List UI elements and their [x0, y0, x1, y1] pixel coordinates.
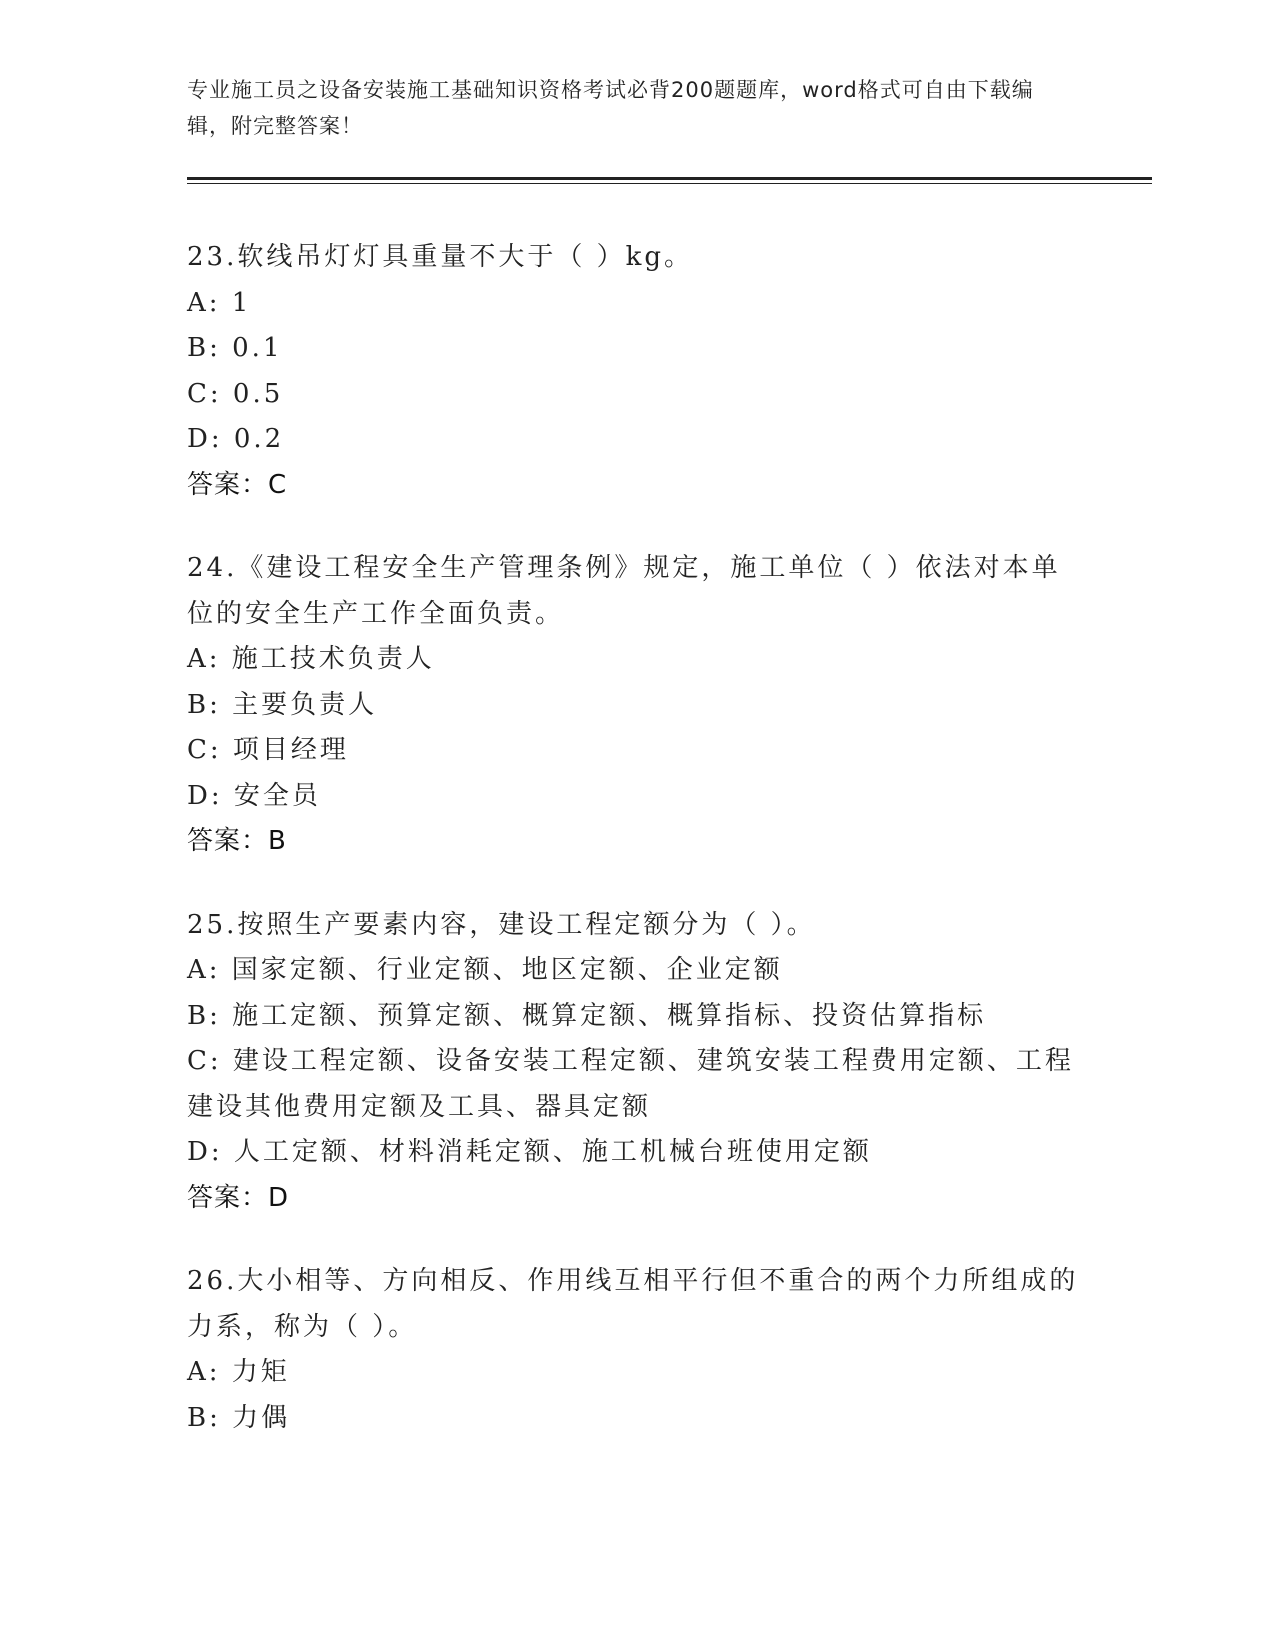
option-a: A: 施工技术负责人	[187, 644, 435, 674]
header-title: 专业施工员之设备安装施工基础知识资格考试必背200题题库，word格式可自由下载编辑，附完整答案！	[187, 78, 1034, 138]
option-b: B: 主要负责人	[187, 689, 378, 720]
question-list	[187, 235, 1087, 1479]
option-c: C: 建设工程定额、设备安装工程定额、建筑安装工程费用定额、工程建设其他费用定额及工具、器具定额	[187, 1046, 1074, 1122]
question-stem: 23.软线吊灯灯具重量不大于（ ）kg。	[187, 242, 694, 272]
question-23	[187, 235, 1087, 508]
question-26	[187, 1259, 1087, 1441]
document-header	[187, 72, 1067, 144]
answer: 答案：D	[187, 1182, 290, 1213]
question-25	[187, 903, 1087, 1222]
option-a: A: 力矩	[187, 1357, 290, 1387]
question-stem: 25.按照生产要素内容，建设工程定额分为（ ）。	[187, 909, 816, 940]
option-a: A: 国家定额、行业定额、地区定额、企业定额	[187, 955, 783, 985]
option-b: B: 0.1	[187, 333, 283, 363]
answer: 答案：B	[187, 826, 287, 856]
question-24	[187, 546, 1087, 865]
option-d: D: 人工定额、材料消耗定额、施工机械台班使用定额	[187, 1137, 872, 1167]
header-divider-thick	[187, 177, 1152, 180]
option-d: D: 安全员	[187, 780, 321, 811]
header-divider-thin	[187, 183, 1152, 184]
option-b: B: 力偶	[187, 1402, 291, 1433]
question-stem: 26.大小相等、方向相反、作用线互相平行但不重合的两个力所组成的力系，称为（ ）。	[187, 1266, 1079, 1342]
option-c: C: 0.5	[187, 378, 284, 409]
answer: 答案：C	[187, 469, 288, 500]
option-d: D: 0.2	[187, 424, 285, 454]
option-a: A: 1	[187, 287, 252, 318]
option-c: C: 项目经理	[187, 735, 349, 765]
option-b: B: 施工定额、预算定额、概算定额、概算指标、投资估算指标	[187, 1000, 987, 1031]
question-stem: 24.《建设工程安全生产管理条例》规定，施工单位（ ）依法对本单位的安全生产工作全面负责。	[187, 553, 1061, 629]
